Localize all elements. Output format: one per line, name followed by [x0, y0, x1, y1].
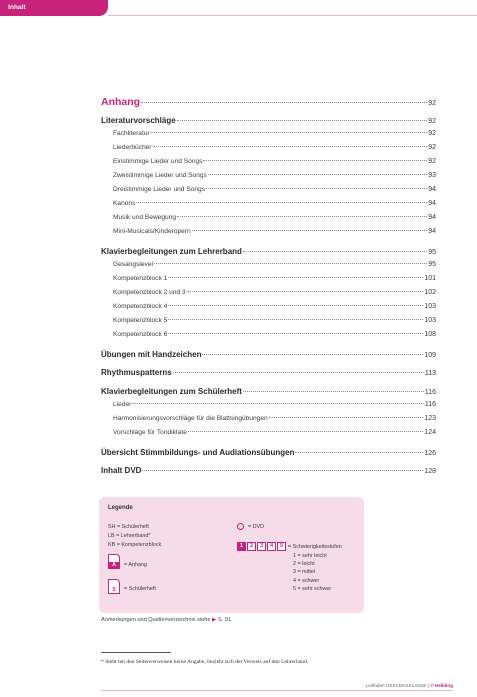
toc-entry-page: 128: [424, 468, 436, 475]
footer-brand: © Helbling: [430, 683, 453, 688]
toc-entry[interactable]: [113, 317, 436, 324]
toc-leader-dots: [142, 470, 423, 471]
legend-abbr-kb: KB = Kompetenzblock: [108, 542, 162, 548]
toc-entry[interactable]: [101, 350, 436, 359]
remark-line: [101, 617, 233, 623]
toc-entry-label: Rhythmuspatterns: [101, 368, 172, 377]
toc-entry[interactable]: [113, 289, 436, 296]
toc-leader-dots: [153, 146, 428, 147]
toc-leader-dots: [187, 291, 424, 292]
legend-box: [99, 497, 364, 613]
difficulty-box: 4: [267, 542, 276, 551]
header-rule: [108, 15, 477, 16]
toc-entry-label: Einstimmige Lieder und Songs: [113, 158, 203, 165]
toc-entry-page: 93: [428, 172, 436, 179]
toc-entry-page: 94: [428, 200, 436, 207]
legend-title: Legende: [108, 505, 133, 511]
toc-leader-dots: [192, 230, 428, 231]
difficulty-box: 3: [257, 542, 266, 551]
toc-leader-dots: [132, 403, 423, 404]
toc-entry-page: 94: [428, 186, 436, 193]
footer-rule: [101, 690, 453, 691]
toc-entry-page: 102: [424, 289, 436, 296]
toc-leader-dots: [243, 391, 424, 392]
legend-difficulty-label: = Schwierigkeitsstufen: [288, 544, 342, 550]
arrow-right-icon: ▶: [212, 617, 217, 623]
remark-text: Anmerkungen und Quellenverzeichnis siehe: [101, 617, 211, 623]
toc-leader-dots: [243, 251, 427, 252]
toc-entry-label: Kompetenzblock 5: [113, 317, 168, 324]
toc-entry[interactable]: [113, 275, 436, 282]
toc-leader-dots: [206, 188, 427, 189]
toc-leader-dots: [269, 417, 424, 418]
toc-leader-dots: [177, 120, 428, 121]
toc-leader-dots: [295, 452, 423, 453]
toc-entry[interactable]: [113, 228, 436, 235]
legend-anhang-label: = Anhang: [124, 562, 147, 568]
toc-entry-page: 94: [428, 228, 436, 235]
legend-dvd-label: = DVD: [248, 524, 265, 530]
toc-entry-label: Anhang: [101, 96, 141, 108]
toc-entry[interactable]: [101, 96, 436, 108]
toc-entry-label: Übungen mit Handzeichen: [101, 350, 202, 359]
toc-entry-page: 92: [428, 158, 436, 165]
footer-text: Leitfaden GESANGSKLASSE |: [365, 683, 429, 688]
toc-entry-label: Kompetenzblock 6: [113, 331, 168, 338]
toc-entry-page: 95: [428, 249, 436, 256]
toc-entry-label: Dreistimmige Lieder und Songs: [113, 186, 205, 193]
remark-page-ref[interactable]: S. 91.: [217, 617, 233, 623]
toc-entry-label: Vorschläge für Tondiktate: [113, 429, 187, 436]
schuelerheft-icon-letter: S: [112, 587, 116, 593]
toc-entry-page: 116: [424, 401, 436, 408]
toc-entry-label: Klavierbegleitungen zum Lehrerband: [101, 247, 242, 256]
toc-entry-label: Übersicht Stimmbildungs- und Audiationsübungen: [101, 448, 295, 457]
footnote-rule: [101, 652, 171, 653]
difficulty-level-5: 5 = sehr schwer: [293, 586, 332, 592]
toc-leader-dots: [188, 431, 423, 432]
toc-entry-page: 94: [428, 214, 436, 221]
toc-entry-page: 103: [424, 303, 436, 310]
toc-entry-page: 95: [428, 261, 436, 268]
toc-leader-dots: [203, 160, 427, 161]
toc-entry-label: Lieder: [113, 401, 132, 408]
legend-abbr-sh: SH = Schülerheft: [108, 524, 149, 530]
toc-entry-page: 108: [424, 331, 436, 338]
difficulty-level-4: 4 = schwer: [293, 578, 320, 584]
toc-entry-page: 116: [424, 389, 436, 396]
difficulty-box: 5: [277, 542, 286, 551]
toc-entry-label: Kanons: [113, 200, 136, 207]
toc-entry[interactable]: [101, 247, 436, 256]
toc-entry[interactable]: [101, 116, 436, 125]
toc-entry-page: 101: [424, 275, 436, 282]
toc-leader-dots: [208, 174, 427, 175]
difficulty-box: 2: [247, 542, 256, 551]
toc-entry-label: Kompetenzblock 1: [113, 275, 168, 282]
toc-entry[interactable]: [113, 303, 436, 310]
toc-entry-page: 123: [424, 415, 436, 422]
toc-entry-label: Musik und Bewegung: [113, 214, 177, 221]
toc-entry[interactable]: [113, 144, 436, 151]
toc-entry-label: Liederbücher: [113, 144, 152, 151]
toc-entry[interactable]: [113, 401, 436, 408]
toc-leader-dots: [173, 372, 424, 373]
toc-entry[interactable]: [113, 331, 436, 338]
difficulty-box: 1: [237, 542, 246, 551]
toc-entry-label: Inhalt DVD: [101, 466, 142, 475]
toc-entry[interactable]: [113, 261, 436, 268]
toc-entry-label: Fachliteratur: [113, 130, 150, 137]
dvd-icon: [237, 523, 244, 530]
toc-entry-page: 92: [428, 100, 436, 107]
toc-entry-page: 92: [428, 144, 436, 151]
toc-entry[interactable]: [113, 186, 436, 193]
anhang-icon-letter: A: [112, 562, 116, 568]
difficulty-level-2: 2 = leicht: [293, 561, 315, 567]
legend-schuelerheft-label: = Schülerheft: [124, 586, 156, 592]
toc-entry-page: 126: [424, 450, 436, 457]
page-footer: [366, 683, 453, 688]
difficulty-level-1: 1 = sehr leicht: [293, 553, 327, 559]
toc-entry[interactable]: [101, 448, 436, 457]
toc-entry[interactable]: [113, 214, 436, 221]
toc-entry-label: Gesangslevel: [113, 261, 153, 268]
toc-entry[interactable]: [113, 429, 436, 436]
difficulty-level-3: 3 = mittel: [293, 569, 316, 575]
anhang-doc-icon: [108, 554, 120, 569]
toc-leader-dots: [177, 216, 427, 217]
toc-entry-label: Zweistimmige Lieder und Songs: [113, 172, 207, 179]
difficulty-boxes: [237, 542, 287, 551]
toc-entry-page: 113: [424, 370, 436, 377]
toc-entry-page: 109: [424, 352, 436, 359]
toc-leader-dots: [154, 263, 427, 264]
toc-entry-label: Kompetenzblock 2 und 3: [113, 289, 186, 296]
toc-entry-page: 92: [428, 118, 436, 125]
toc-leader-dots: [202, 354, 423, 355]
section-tab: [0, 0, 108, 16]
legend-abbr-lb: LB = Lehrerband*: [108, 533, 151, 539]
toc-entry-label: Klavierbegleitungen zum Schülerheft: [101, 387, 242, 396]
toc-entry-page: 92: [428, 130, 436, 137]
toc-leader-dots: [136, 202, 427, 203]
footnote: * Steht bei den Seitenverweisen keine Angabe, bezieht sich der Verweis auf den Lehrerband.: [101, 659, 309, 665]
toc-entry-label: Mini-Musicals/Kinderopern: [113, 228, 191, 235]
toc-entry[interactable]: [113, 415, 436, 422]
toc-entry-page: 103: [424, 317, 436, 324]
toc-entry[interactable]: [101, 466, 436, 475]
toc-entry[interactable]: [101, 368, 436, 377]
toc-entry-label: Kompetenzblock 4: [113, 303, 168, 310]
section-tab-label: Inhalt: [8, 4, 26, 11]
toc-entry[interactable]: [101, 387, 436, 396]
toc-entry[interactable]: [113, 200, 436, 207]
toc-leader-dots: [168, 305, 423, 306]
toc-entry-label: Literaturvorschläge: [101, 116, 176, 125]
toc-entry-label: Harmonisierungsvorschläge für die Blattsingübungen: [113, 415, 268, 422]
toc-leader-dots: [168, 319, 423, 320]
toc-leader-dots: [168, 277, 423, 278]
toc-leader-dots: [141, 102, 427, 103]
toc-entry-page: 124: [424, 429, 436, 436]
schuelerheft-doc-icon: [108, 579, 120, 594]
toc-entry[interactable]: [113, 172, 436, 179]
toc-entry[interactable]: [113, 130, 436, 137]
toc-entry[interactable]: [113, 158, 436, 165]
toc-leader-dots: [168, 333, 423, 334]
toc-leader-dots: [151, 132, 428, 133]
